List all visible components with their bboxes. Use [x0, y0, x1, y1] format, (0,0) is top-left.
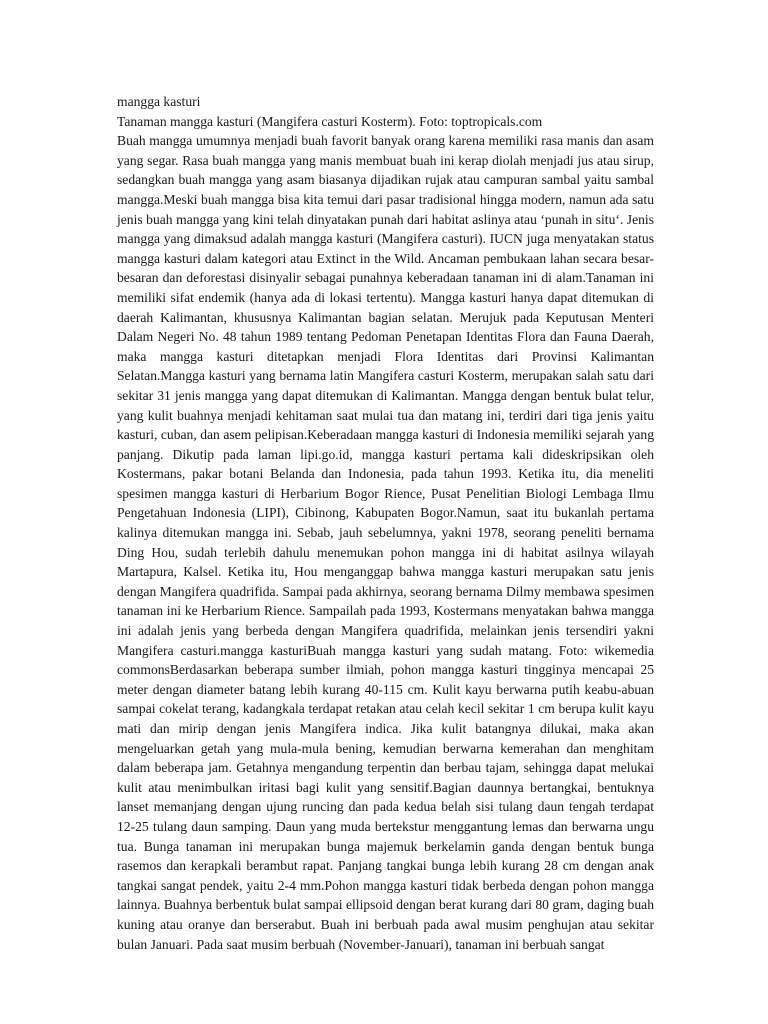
document-title: mangga kasturi [117, 94, 201, 109]
document-content [117, 92, 654, 954]
body-paragraph: Buah mangga umumnya menjadi buah favorit banyak orang karena memiliki rasa manis dan asam yang segar. Rasa buah mangga yang manis membuat buah ini kerap diolah menjadi jus atau sirup, sedangkan buah mangga yang asam biasanya dijadikan rujak atau campuran sambal yaitu sambal mangga.Meski buah mangga bisa kita temui dari pasar tradisional hingga modern, namun ada satu jenis buah mangga yang kini telah dinyatakan punah dari habitat aslinya atau ‘punah in situ‘. Jenis mangga yang dimaksud adalah mangga kasturi (Mangifera casturi). IUCN juga menyatakan status mangga kasturi dalam kategori atau Extinct in the Wild. Ancaman pembukaan lahan secara besar-besaran dan deforestasi disinyalir sebagai punahnya keberadaan tanaman ini di alam.Tanaman ini memiliki sifat endemik (hanya ada di lokasi tertentu). Mangga kasturi hanya dapat ditemukan di daerah Kalimantan, khususnya Kalimantan bagian selatan. Merujuk pada Keputusan Menteri Dalam Negeri No. 48 tahun 1989 tentang Pedoman Penetapan Identitas Flora dan Fauna Daerah, maka mangga kasturi ditetapkan menjadi Flora Identitas dari Provinsi Kalimantan Selatan.Mangga kasturi yang bernama latin Mangifera casturi Kosterm, merupakan salah satu dari sekitar 31 jenis mangga yang dapat ditemukan di Kalimantan. Mangga dengan bentuk bulat telur, yang kulit buahnya menjadi kehitaman saat mulai tua dan matang ini, terdiri dari tiga jenis yaitu kasturi, cuban, dan asem pelipisan.Keberadaan mangga kasturi di Indonesia memiliki sejarah yang panjang. Dikutip pada laman lipi.go.id, mangga kasturi pertama kali dideskripsikan oleh Kostermans, pakar botani Belanda dan Indonesia, pada tahun 1993. Ketika itu, dia meneliti spesimen mangga kasturi di Herbarium Bogor Rience, Pusat Penelitian Biologi Lembaga Ilmu Pengetahuan Indonesia (LIPI), Cibinong, Kabupaten Bogor.Namun, saat itu bukanlah pertama kalinya ditemukan mangga ini. Sebab, jauh sebelumnya, yakni 1978, seorang peneliti bernama Ding Hou, sudah terlebih dahulu menemukan pohon mangga ini di habitat asilnya wilayah Martapura, Kalsel. Ketika itu, Hou menganggap bahwa mangga kasturi merupakan satu jenis dengan Mangifera quadrifida. Sampai pada akhirnya, seorang bernama Dilmy membawa spesimen tanaman ini ke Herbarium Rience. Sampailah pada 1993, Kostermans menyatakan bahwa mangga ini adalah jenis yang berbeda dengan Mangifera quadrifida, melainkan jenis tersendiri yakni Mangifera casturi.mangga kasturiBuah mangga kasturi yang sudah matang. Foto: wikemedia commonsBerdasarkan beberapa sumber ilmiah, pohon mangga kasturi tingginya mencapai 25 meter dengan diameter batang lebih kurang 40-115 cm. Kulit kayu berwarna putih keabu-abuan sampai cokelat terang, kadangkala terdapat retakan atau celah kecil sekitar 1 cm berupa kulit kayu mati dan mirip dengan jenis Mangifera indica. Jika kulit batangnya dilukai, maka akan mengeluarkan getah yang mula-mula bening, kemudian berwarna kemerahan dan menghitam dalam beberapa jam. Getahnya mengandung terpentin dan berbau tajam, sehingga dapat melukai kulit atau menimbulkan iritasi bagi kulit yang sensitif.Bagian daunnya bertangkai, bentuknya lanset memanjang dengan ujung runcing dan pada kedua belah sisi tulang daun tengah terdapat 12-25 tulang daun samping. Daun yang muda bertekstur menggantung lemas dan berwarna ungu tua. Bunga tanaman ini merupakan bunga majemuk berkelamin ganda dengan bentuk bunga rasemos dan kerapkali berambut rapat. Panjang tangkai bunga lebih kurang 28 cm dengan anak tangkai sangat pendek, yaitu 2-4 mm.Pohon mangga kasturi tidak berbeda dengan pohon mangga lainnya. Buahnya berbentuk bulat sampai ellipsoid dengan berat kurang dari 80 gram, daging buah kuning atau oranye dan berserabut. Buah ini berbuah pada awal musim penghujan atau sekitar bulan Januari. Pada saat musim berbuah (November-Januari), tanaman ini berbuah sangat [117, 133, 654, 952]
image-caption: Tanaman mangga kasturi (Mangifera casturi Kosterm). Foto: toptropicals.com [117, 113, 543, 129]
